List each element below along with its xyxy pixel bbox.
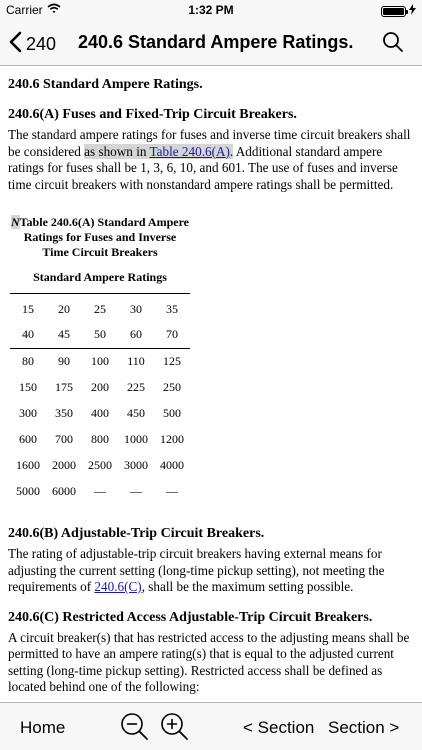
table-row	[10, 296, 190, 322]
table-cell: 110	[127, 353, 145, 368]
b-text-2: , shall be the maximum setting possible.	[141, 579, 354, 594]
b-text-1: The rating of adjustable-trip circuit breakers having external means for adjusting the current setting (long-time pickup setting), not meeting the requirements of	[8, 546, 385, 594]
table-row	[10, 374, 190, 400]
table-cell: 400	[91, 405, 109, 420]
table-row	[10, 478, 190, 504]
nav-bar	[0, 20, 422, 66]
table-cell: 3000	[124, 457, 148, 472]
table-cell: 5000	[16, 483, 40, 498]
table-cell: 500	[163, 405, 181, 420]
table-cell: —	[130, 483, 142, 498]
table-cell: 450	[127, 405, 145, 420]
status-right	[381, 4, 416, 18]
zoom-in-icon	[160, 727, 190, 746]
table-cell: 800	[91, 431, 109, 446]
subsection-a-text	[8, 127, 414, 193]
table-cell: 600	[19, 431, 37, 446]
subsection-c-heading: 240.6(C) Restricted Access Adjustable-Trip Circuit Breakers.	[8, 609, 373, 625]
next-section-button[interactable]: Section >	[328, 718, 400, 737]
subsection-b-heading: 240.6(B) Adjustable-Trip Circuit Breakers.	[8, 526, 265, 541]
table-cell: 15	[22, 301, 34, 316]
table-240-6a-link[interactable]: Table 240.6(A)	[149, 143, 230, 159]
table-header: Standard Ampere Ratings	[10, 270, 190, 294]
home-button[interactable]: Home	[20, 718, 66, 737]
table-cell: 90	[58, 353, 70, 368]
table-cell: 175	[55, 379, 73, 394]
zoom-out-button[interactable]	[120, 712, 150, 747]
zoom-in-button[interactable]	[160, 712, 190, 747]
status-bar	[0, 0, 422, 20]
table-row	[10, 322, 190, 348]
table-cell: 25	[94, 301, 106, 316]
table-cell: 1600	[16, 457, 40, 472]
table-cell: 2000	[52, 457, 76, 472]
table-cell: 6000	[52, 483, 76, 498]
table-row	[10, 426, 190, 452]
page-title: 240.6 Standard Ampere Ratings.	[78, 32, 354, 52]
table-cell: 350	[55, 405, 73, 420]
back-button[interactable]	[8, 31, 56, 58]
carrier-label: Carrier	[6, 3, 43, 17]
table-cell: 300	[19, 405, 37, 420]
ratings-table	[10, 296, 190, 504]
back-label: 240	[26, 34, 57, 54]
table-cell: 30	[130, 301, 142, 316]
table-caption-text: Table 240.6(A) Standard Ampere Ratings for Fuses and Inverse Time Circuit Breakers	[19, 215, 190, 259]
table-cell: 200	[91, 379, 109, 394]
table-cell: 2500	[88, 457, 112, 472]
table-cell: 40	[10, 322, 46, 348]
table-row	[10, 348, 190, 374]
ampere-table	[10, 215, 190, 504]
table-cell: 1200	[160, 431, 184, 446]
battery-fill	[383, 8, 404, 15]
table-cell: —	[94, 483, 106, 498]
a-text-2: Additional standard ampere ratings for fuses shall be 1, 3, 6, 10, and 601. The use of fuses and inverse time circuit breakers with nonstandard ampere ratings shall be permitted.	[8, 143, 398, 192]
subsection-c-text: A circuit breaker(s) that has restricted access to the adjusting means shall be permitted to have an ampere rating(s) that is equal to the adjusted current setting (long-time pickup setting). Restricted access shall be defined as located behind one of the following:	[8, 629, 410, 694]
search-button[interactable]	[382, 31, 404, 58]
subsection-b-text	[8, 546, 414, 596]
section-heading: 240.6 Standard Ampere Ratings.	[8, 77, 203, 92]
table-cell: 50	[82, 322, 118, 348]
article-content	[0, 67, 422, 702]
a-text-highlight: as shown in	[84, 143, 150, 159]
table-caption	[10, 215, 190, 260]
table-cell: 1000	[124, 431, 148, 446]
table-cell: —	[166, 483, 178, 498]
charging-bolt-icon	[409, 4, 416, 18]
a-text-1: The standard ampere ratings for fuses and inverse time circuit breakers shall be considered	[8, 127, 411, 159]
table-cell: 100	[91, 353, 109, 368]
battery-icon	[381, 6, 406, 17]
a-text-dot: .	[229, 143, 234, 159]
search-icon	[382, 40, 404, 57]
table-cell: 60	[118, 322, 154, 348]
section-240-6c-link[interactable]: 240.6(C)	[94, 579, 142, 594]
table-cell: 4000	[160, 457, 184, 472]
table-cell: 225	[127, 379, 145, 394]
table-cell: 150	[19, 379, 37, 394]
table-cell: 125	[163, 353, 181, 368]
table-row	[10, 400, 190, 426]
bottom-toolbar	[0, 702, 422, 750]
table-cell: 20	[58, 301, 70, 316]
chevron-left-icon	[8, 31, 22, 58]
table-cell: 700	[55, 431, 73, 446]
status-time: 1:32 PM	[188, 3, 234, 17]
previous-section-button[interactable]: < Section	[243, 718, 315, 737]
table-cell: 35	[166, 301, 178, 316]
table-cell: 70	[154, 322, 190, 348]
table-cell: 45	[46, 322, 82, 348]
new-marker: N	[10, 215, 20, 229]
zoom-out-icon	[120, 727, 150, 746]
table-row	[10, 452, 190, 478]
table-cell: 250	[163, 379, 181, 394]
table-cell: 80	[22, 353, 34, 368]
subsection-a-heading: 240.6(A) Fuses and Fixed-Trip Circuit Breakers.	[8, 107, 297, 122]
